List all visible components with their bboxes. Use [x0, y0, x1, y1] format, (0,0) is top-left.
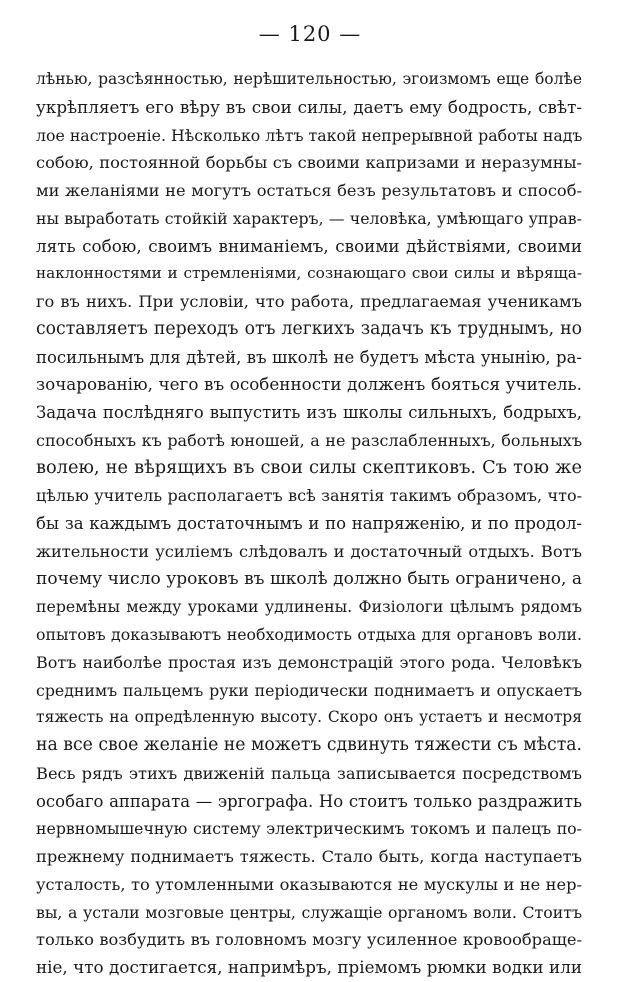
page-number: — 120 — [258, 22, 362, 46]
text-line: волею, не вѣрящихъ въ свои силы скептиковъ. Съ тою же [36, 457, 582, 478]
text-line: бы за каждымъ достаточнымъ и по напряженію, и по продол- [36, 514, 582, 533]
text-line: го въ нихъ. При условіи, что работа, предлагаемая ученикамъ [36, 292, 582, 311]
text-line: способныхъ къ работѣ юношей, а не разслабленныхъ, больныхъ [36, 430, 582, 450]
text-line: только возбудить въ головномъ мозгу усиленное кровообраще- [36, 930, 582, 950]
text-line: почему число уроковъ въ школѣ должно быть ограничено, а [36, 568, 582, 589]
text-line: ми желаніями не могутъ остаться безъ результатовъ и способ- [36, 181, 582, 200]
text-line: тяжесть на опредѣленную высоту. Скоро онъ устаетъ и несмотря [36, 708, 582, 727]
text-line: лѣнью, разсѣянностью, нерѣшительностью, эгоизмомъ еще болѣе [36, 70, 582, 88]
text-line: перемѣны между уроками удлинены. Физіологи цѣлымъ рядомъ [36, 597, 582, 617]
text-line: жительности усиліемъ слѣдовалъ и достаточный отдыхъ. Вотъ [36, 541, 582, 561]
text-line: Весь рядъ этихъ движеній пальца записывается посредствомъ [36, 763, 582, 783]
text-line: зочарованію, чего въ особенности долженъ бояться учитель. [36, 374, 582, 395]
text-line: лять собою, своимъ вниманіемъ, своими дѣйствіями, своими [36, 235, 582, 256]
text-line: Задача послѣдняго выпустить изъ школы сильныхъ, бодрыхъ, [36, 403, 582, 422]
text-line: цѣлью учитель располагаетъ всѣ занятія такимъ образомъ, что- [36, 486, 582, 506]
text-line: посильнымъ для дѣтей, въ школѣ не будетъ мѣста унынію, ра- [36, 347, 582, 367]
text-line: ніе, что достигается, напримѣръ, пріемомъ рюмки водки или [36, 957, 582, 977]
text-line: лое настроеніе. Нѣсколько лѣтъ такой непрерывной работы надъ [36, 125, 582, 145]
text-line: прежнему поднимаетъ тяжесть. Стало быть, когда наступаетъ [36, 847, 582, 866]
text-line: Вотъ наиболѣе простая изъ демонстрацій этого рода. Человѣкъ [36, 652, 582, 672]
body-text [36, 66, 582, 982]
text-line: собою, постоянной борьбы съ своими капризами и неразумны- [36, 153, 582, 173]
text-line: наклонностями и стремленіями, сознающаго свои силы и вѣряща- [36, 264, 582, 283]
text-line: нервномышечную систему электрическимъ токомъ и палецъ по- [36, 819, 582, 839]
text-line: вы, а устали мозговые центры, служащіе органомъ воли. Стоитъ [36, 902, 582, 922]
text-line: среднимъ пальцемъ руки періодически поднимаетъ и опускаетъ [36, 680, 582, 700]
text-line: ны выработать стойкій характеръ, — человѣка, умѣющаго управ- [36, 208, 582, 228]
text-line: особаго аппарата — эргографа. Но стоитъ только раздражить [36, 791, 582, 811]
text-line: укрѣпляетъ его вѣру въ свои силы, даетъ ему бодрость, свѣт- [36, 96, 582, 117]
text-line: усталость, то утомленными оказываются не мускулы и не нер- [36, 874, 582, 894]
text-line: составляетъ переходъ отъ легкихъ задачъ къ труднымъ, но [36, 318, 582, 339]
text-line: на все свое желаніе не можетъ сдвинуть тяжести съ мѣста. [36, 735, 582, 755]
text-line: опытовъ доказываютъ необходимость отдыха для органовъ воли. [36, 625, 582, 644]
